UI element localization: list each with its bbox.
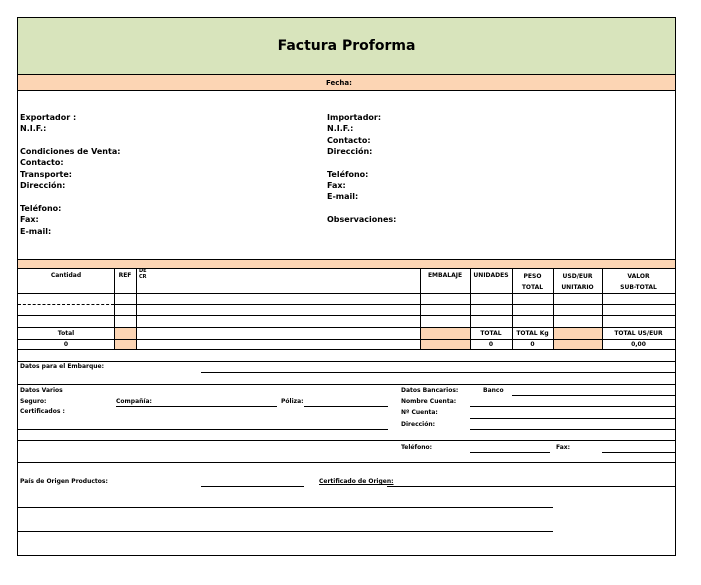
nombre-cuenta-line bbox=[470, 406, 675, 407]
banco-fax-label: Fax: bbox=[556, 444, 571, 451]
certificado-origen-line bbox=[387, 486, 675, 487]
row-line bbox=[18, 339, 675, 340]
exportador-fax-label: Fax: bbox=[20, 215, 39, 224]
total-kg-value: 0 bbox=[530, 341, 535, 348]
col-usd-header-2: UNITARIO bbox=[561, 284, 594, 291]
banco-telefono-label: Teléfono: bbox=[401, 444, 433, 451]
banco-direccion-line bbox=[470, 429, 675, 430]
banco-line bbox=[512, 395, 675, 396]
importador-contacto-label: Contacto: bbox=[327, 136, 371, 145]
row-line bbox=[18, 361, 675, 362]
poliza-label: Póliza: bbox=[281, 398, 304, 405]
col-usd-header: USD/EUR bbox=[562, 273, 593, 280]
banco-telefono-line bbox=[470, 452, 550, 453]
compania-line bbox=[116, 406, 277, 407]
banco-direccion-label: Dirección: bbox=[401, 421, 436, 428]
exportador-nif-label: N.I.F.: bbox=[20, 124, 47, 133]
usd-total-cell bbox=[554, 327, 602, 349]
row-line bbox=[18, 293, 675, 294]
title-band bbox=[18, 18, 675, 75]
row-line bbox=[18, 315, 675, 316]
exportador-direccion-label: Dirección: bbox=[20, 181, 66, 190]
embarque-line bbox=[201, 372, 675, 373]
row-line bbox=[114, 304, 675, 305]
importador-nif-label: N.I.F.: bbox=[327, 124, 354, 133]
seguro-label: Seguro: bbox=[20, 398, 47, 405]
numero-cuenta-line bbox=[470, 418, 675, 419]
items-header-band bbox=[18, 260, 675, 268]
col-valor-header-2: SUB-TOTAL bbox=[620, 284, 657, 291]
row-line bbox=[18, 531, 553, 532]
col-embalaje-header: EMBALAJE bbox=[427, 272, 463, 279]
importador-email-label: E-mail: bbox=[327, 192, 359, 201]
col-peso-header: PESO bbox=[523, 273, 542, 280]
total-label: Total bbox=[57, 330, 75, 337]
certificado-origen-label: Certificado de Origen: bbox=[319, 478, 394, 485]
exportador-contacto-label: Contacto: bbox=[20, 158, 64, 167]
divider bbox=[18, 268, 675, 269]
nombre-cuenta-label: Nombre Cuenta: bbox=[401, 398, 457, 405]
row-line bbox=[18, 462, 675, 463]
exportador-label: Exportador : bbox=[20, 113, 77, 122]
datos-varios-label: Datos Varios bbox=[20, 387, 63, 394]
row-line-dashed bbox=[18, 304, 114, 305]
total-usd-label: TOTAL US/EUR bbox=[614, 330, 663, 337]
condiciones-venta-label: Condiciones de Venta: bbox=[20, 147, 121, 156]
banco-fax-line bbox=[602, 452, 675, 453]
datos-embarque-label: Datos para el Embarque: bbox=[20, 363, 105, 370]
importador-direccion-label: Dirección: bbox=[327, 147, 373, 156]
row-line bbox=[18, 327, 675, 328]
exportador-email-label: E-mail: bbox=[20, 227, 52, 236]
datos-bancarios-label: Datos Bancarios: bbox=[401, 387, 459, 394]
row-line bbox=[18, 507, 553, 508]
page-title: Factura Proforma bbox=[277, 38, 416, 54]
row-line bbox=[18, 440, 675, 441]
col-cantidad-header: Cantidad bbox=[50, 272, 82, 279]
col-unidades-header: UNIDADES bbox=[473, 272, 509, 279]
row-line bbox=[18, 349, 675, 350]
total-kg-label: TOTAL Kg bbox=[516, 330, 549, 337]
col-peso-header-2: TOTAL bbox=[521, 284, 544, 291]
fecha-band bbox=[18, 75, 675, 91]
ref-total-cell bbox=[115, 327, 136, 349]
col-descripcion-header: DE CR bbox=[139, 268, 147, 280]
poliza-line bbox=[304, 406, 388, 407]
importador-telefono-label: Teléfono: bbox=[327, 170, 369, 179]
pais-origen-label: País de Origen Productos: bbox=[20, 478, 108, 485]
importador-label: Importador: bbox=[327, 113, 382, 122]
transporte-label: Transporte: bbox=[20, 170, 72, 179]
banco-label: Banco bbox=[483, 387, 504, 394]
observaciones-label: Observaciones: bbox=[327, 215, 397, 224]
pais-origen-line bbox=[201, 486, 304, 487]
numero-cuenta-label: Nº Cuenta: bbox=[401, 409, 438, 416]
exportador-telefono-label: Teléfono: bbox=[20, 204, 62, 213]
col-valor-header: VALOR bbox=[627, 273, 650, 280]
certificados-label: Certificados : bbox=[20, 408, 65, 415]
fecha-label: Fecha: bbox=[326, 79, 352, 87]
embalaje-total-cell bbox=[421, 327, 470, 349]
row-line bbox=[18, 384, 675, 385]
column-divider bbox=[420, 268, 421, 350]
total-unidades-label: TOTAL bbox=[480, 330, 502, 337]
total-usd-value: 0,00 bbox=[631, 341, 646, 348]
row-line bbox=[18, 429, 388, 430]
importador-fax-label: Fax: bbox=[327, 181, 346, 190]
total-value: 0 bbox=[63, 341, 69, 348]
total-unidades-value: 0 bbox=[488, 341, 494, 348]
col-ref-header: REF bbox=[118, 272, 132, 279]
compania-label: Compañía: bbox=[116, 398, 152, 405]
column-divider bbox=[114, 268, 115, 350]
column-divider bbox=[136, 268, 137, 350]
